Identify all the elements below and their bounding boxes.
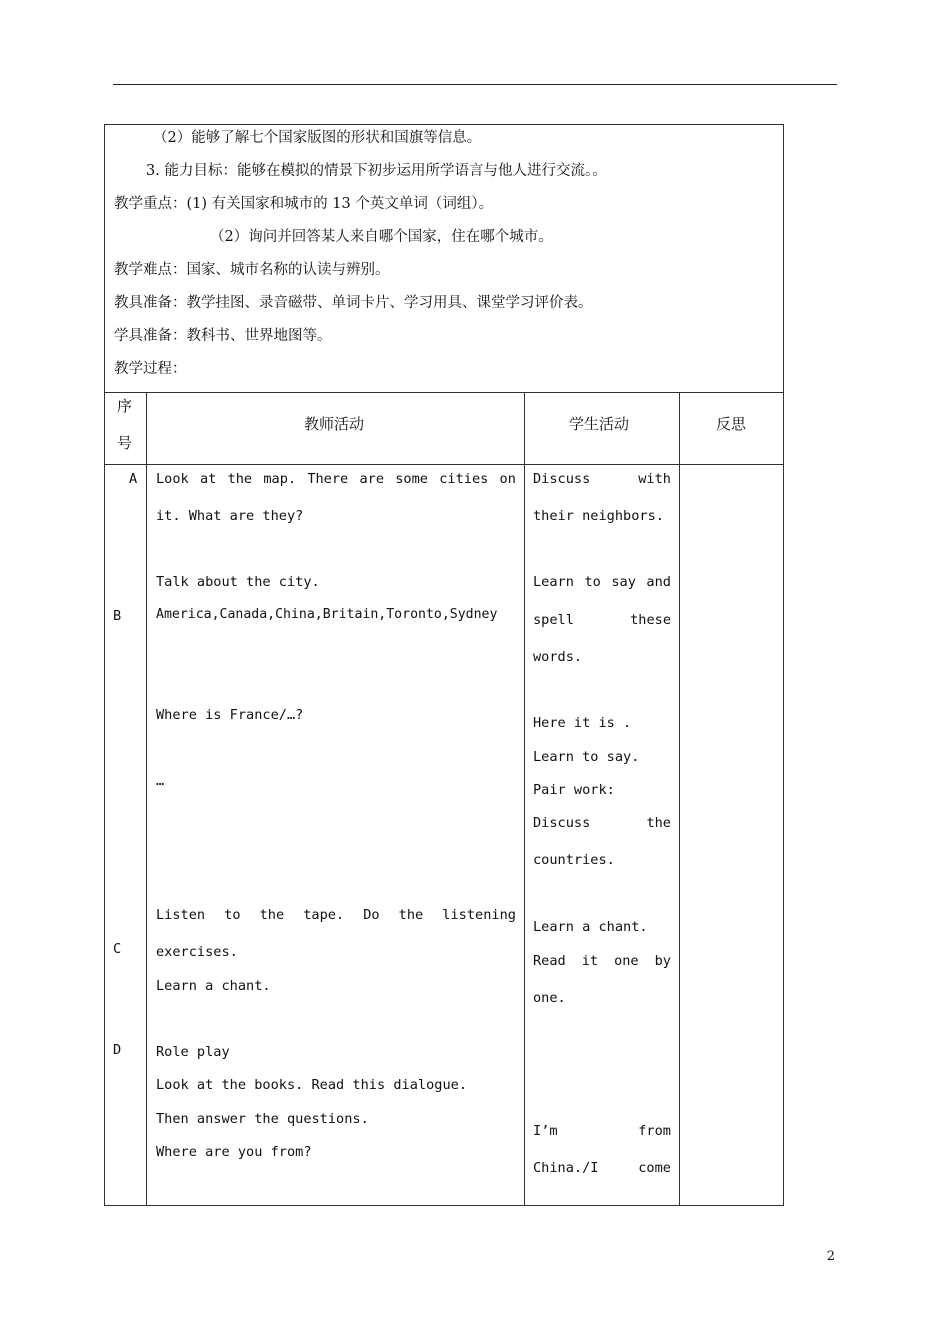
col-divider-3 xyxy=(679,393,680,1206)
student-line-6: Here it is . xyxy=(533,715,632,731)
student-line-7: Learn to say. xyxy=(533,749,640,765)
teacher-line-12: Then answer the questions. xyxy=(156,1111,369,1127)
seq-label-d: D xyxy=(113,1042,122,1058)
seq-label-a: A xyxy=(129,471,138,487)
teacher-line-6: … xyxy=(156,773,165,789)
teacher-line-5: Where is France/…? xyxy=(156,707,304,723)
col-divider-1 xyxy=(146,393,147,1206)
student-line-5: words. xyxy=(533,649,583,665)
ability-goal-line: 3. 能力目标：能够在模拟的情景下初步运用所学语言与他人进行交流。。 xyxy=(146,163,607,179)
teacher-line-7: Listen to the tape. Do the listening xyxy=(156,907,516,923)
teacher-line-9: Learn a chant. xyxy=(156,978,271,994)
student-line-2: their neighbors. xyxy=(533,508,664,524)
student-activity-header: 学生活动 xyxy=(569,415,630,433)
student-line-12: Read it one by xyxy=(533,953,671,969)
student-line-14: I’m from xyxy=(533,1123,671,1139)
student-line-8: Pair work: xyxy=(533,782,615,798)
student-line-11: Learn a chant. xyxy=(533,919,648,935)
teacher-line-4: America,Canada,China,Britain,Toronto,Sydney xyxy=(156,607,498,622)
student-line-15: China./I come xyxy=(533,1160,671,1176)
teacher-line-11: Look at the books. Read this dialogue. xyxy=(156,1077,467,1093)
page-number: 2 xyxy=(826,1249,835,1264)
student-line-1: Discuss with xyxy=(533,471,671,487)
reflection-header: 反思 xyxy=(716,415,747,433)
teacher-line-2: it. What are they? xyxy=(156,508,304,524)
objective-line: （2）能够了解七个国家版图的形状和国旗等信息。 xyxy=(153,130,482,146)
key-points-line-2: （2）询问并回答某人来自哪个国家，住在哪个城市。 xyxy=(210,229,553,245)
seq-label-b: B xyxy=(113,608,122,624)
seq-header-2: 号 xyxy=(117,434,133,452)
key-points-line: 教学重点：(1) 有关国家和城市的 13 个英文单词（词组）。 xyxy=(114,196,494,212)
teacher-line-13: Where are you from? xyxy=(156,1144,312,1160)
student-line-3: Learn to say and xyxy=(533,574,671,590)
col-divider-2 xyxy=(524,393,525,1206)
seq-label-c: C xyxy=(113,941,122,957)
header-rule xyxy=(113,84,837,85)
student-line-10: countries. xyxy=(533,852,615,868)
teacher-line-10: Role play xyxy=(156,1044,230,1060)
process-heading: 教学过程： xyxy=(114,361,187,377)
teacher-line-8: exercises. xyxy=(156,944,238,960)
teacher-line-1: Look at the map. There are some cities on xyxy=(156,471,516,487)
teaching-aids-line: 教具准备：教学挂图、录音磁带、单词卡片、学习用具、课堂学习评价表。 xyxy=(114,295,593,311)
table-divider-header xyxy=(104,464,784,465)
student-line-9: Discuss the xyxy=(533,815,671,831)
teacher-line-3: Talk about the city. xyxy=(156,574,320,590)
student-line-4: spell these xyxy=(533,612,671,628)
student-materials-line: 学具准备：教科书、世界地图等。 xyxy=(114,328,332,344)
difficulty-line: 教学难点：国家、城市名称的认读与辨别。 xyxy=(114,262,390,278)
table-divider-top xyxy=(104,392,784,393)
student-line-13: one. xyxy=(533,990,566,1006)
seq-header-1: 序 xyxy=(117,397,133,415)
teacher-activity-header: 教师活动 xyxy=(304,415,365,433)
